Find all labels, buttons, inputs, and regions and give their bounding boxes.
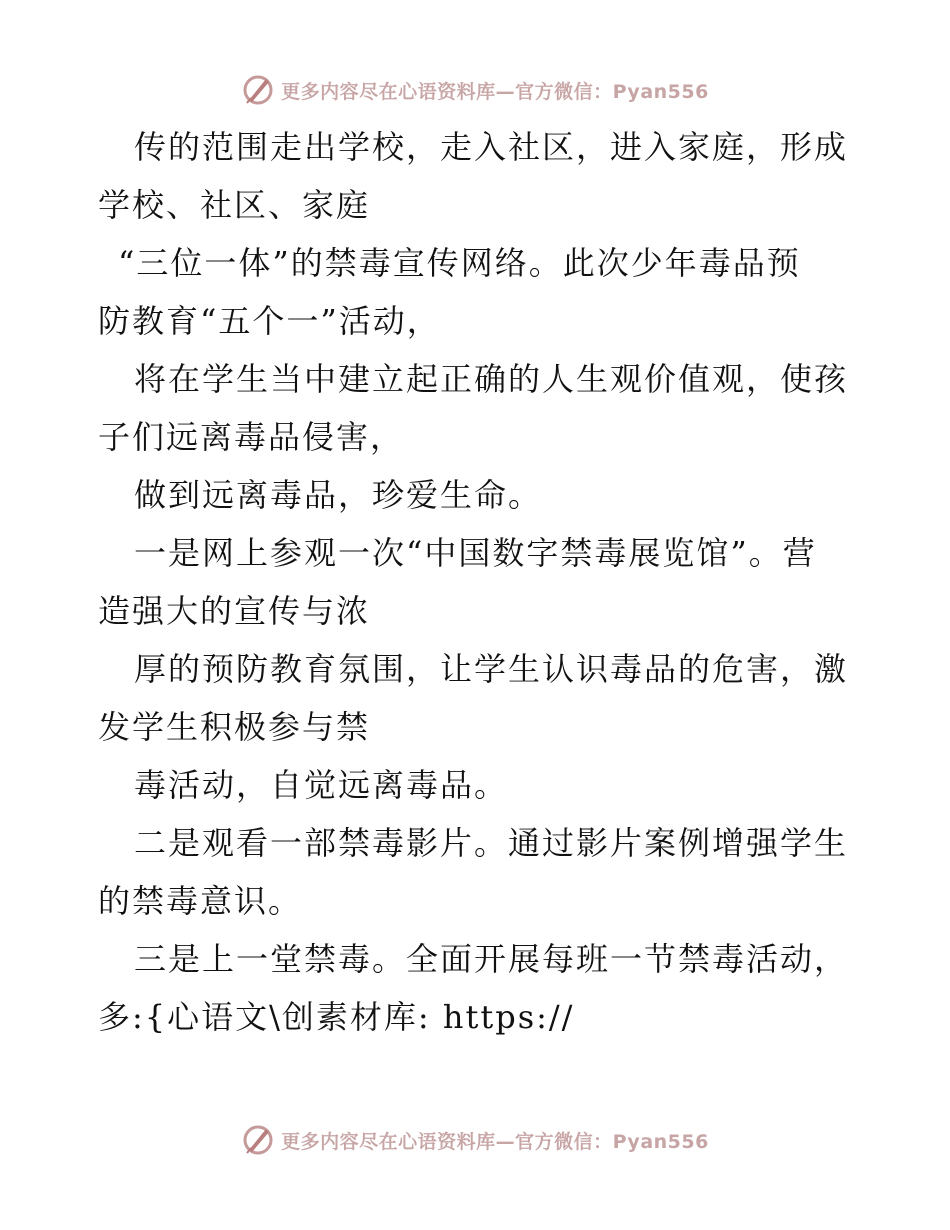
paragraph-line: 做到远离毒品，珍爱生命。 (134, 476, 543, 514)
paragraph-line: 子们远离毒品侵害， (98, 418, 405, 456)
paragraph-line: 多:{心语文\创素材库: https:// (98, 998, 575, 1036)
paragraph-line: “三位一体”的禁毒宣传网络。此次少年毒品预 (118, 244, 801, 282)
header-watermark-text: 更多内容尽在心语资料库—官方微信：Pyan556 (281, 80, 709, 103)
paragraph-line: 二是观看一部禁毒影片。通过影片案例增强学生 (134, 824, 849, 862)
quill-pen-circle-icon (241, 73, 275, 107)
quill-pen-circle-icon (241, 1123, 275, 1157)
paragraph-line: 造强大的宣传与浓 (98, 592, 371, 630)
document-body (98, 118, 858, 1046)
paragraph-line: 一是网上参观一次“中国数字禁毒展览馆”。营 (134, 534, 817, 572)
footer-watermark-text: 更多内容尽在心语资料库—官方微信：Pyan556 (281, 1130, 709, 1153)
page-header-watermark (0, 70, 950, 110)
paragraph-line: 厚的预防教育氛围，让学生认识毒品的危害，激 (134, 650, 849, 688)
paragraph-line: 发学生积极参与禁 (98, 708, 371, 746)
paragraph-line: 将在学生当中建立起正确的人生观价值观，使孩 (134, 360, 849, 398)
paragraph-line: 的禁毒意识。 (98, 882, 303, 920)
page-footer-watermark (0, 1120, 950, 1160)
paragraph-line: 防教育“五个一”活动， (98, 302, 441, 340)
paragraph-line: 学校、社区、家庭 (98, 186, 371, 224)
paragraph-line: 毒活动，自觉远离毒品。 (134, 766, 509, 804)
paragraph-line: 三是上一堂禁毒。全面开展每班一节禁毒活动， (134, 940, 849, 978)
paragraph-line: 传的范围走出学校，走入社区，进入家庭，形成 (134, 128, 849, 166)
